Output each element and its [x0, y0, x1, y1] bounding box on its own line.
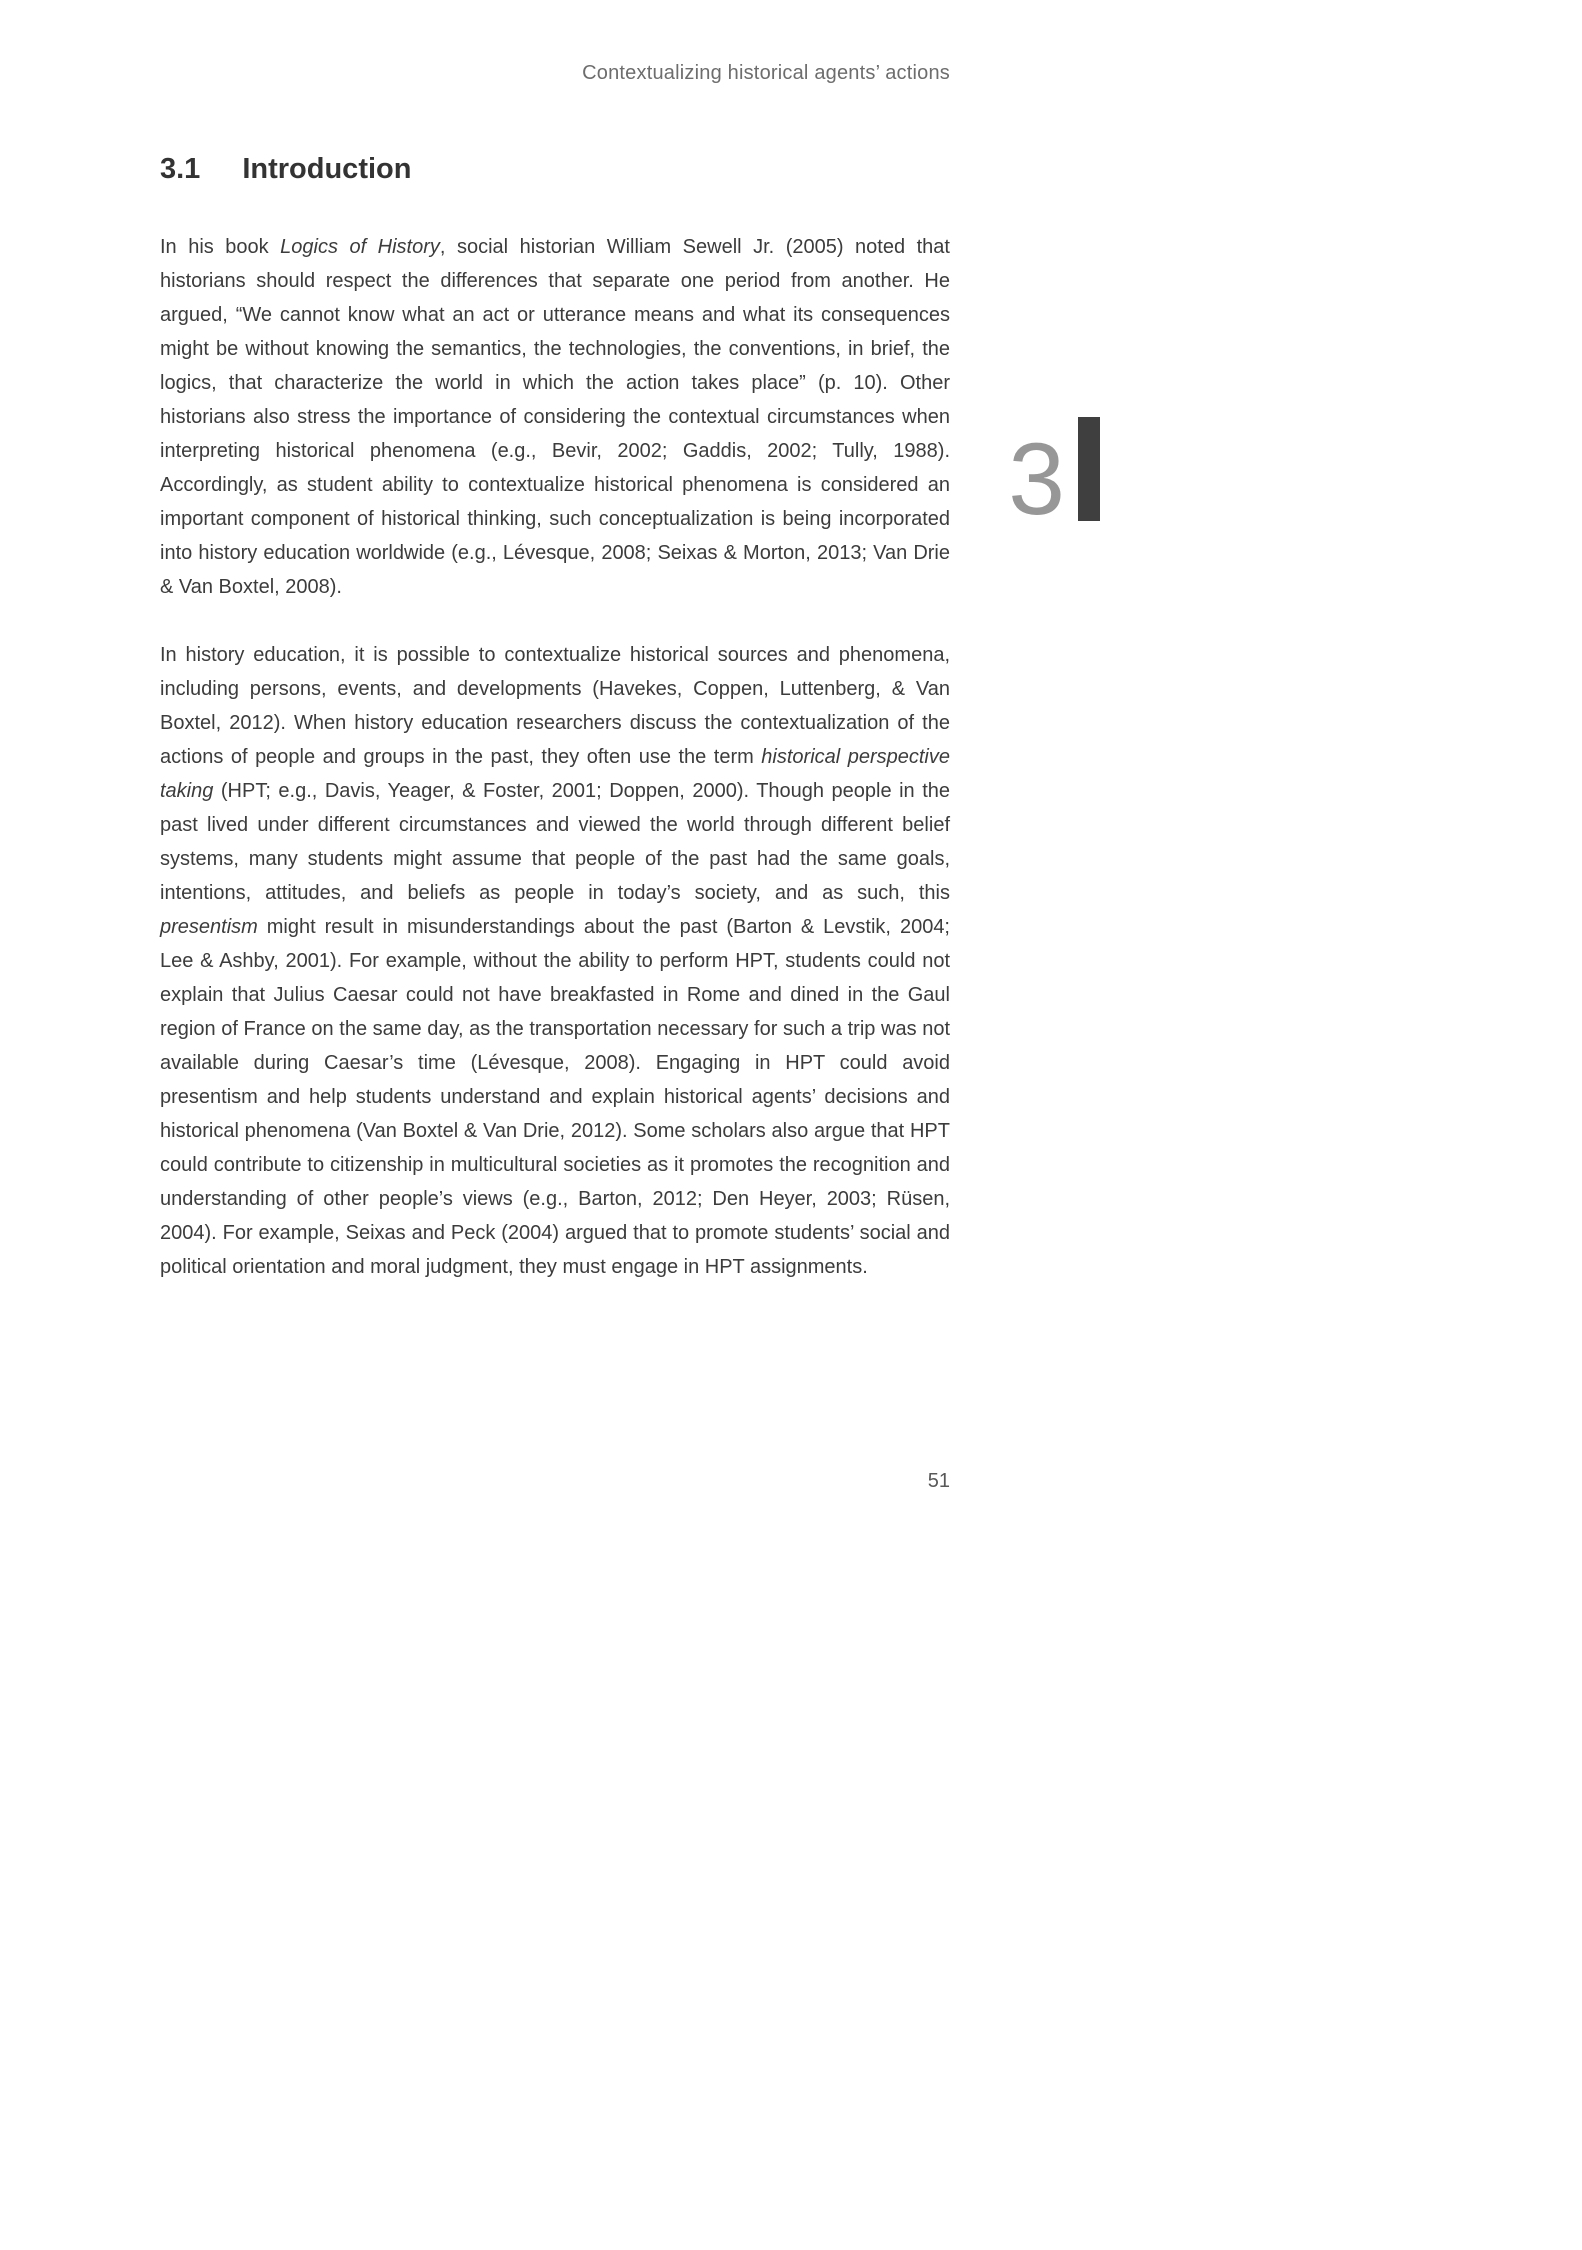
text-run: , social historian William Sewell Jr. (2005) noted that historians should respect the differences that separate one period from another. He argued, “We cannot know what an act or utterance means and what its consequences might be without knowing the semantics, the technologies, the conventions, in brief, the logics, that characterize the world in which the action takes place” (p. 10). Other historians also stress the importance of considering the contextual circumstances when interpreting historical phenomena (e.g., Bevir, 2002; Gaddis, 2002; Tully, 1988). Accordingly, as student ability to contextualize historical phenomena is considered an important component of historical thinking, such conceptualization is being incorporated into history education worldwide (e.g., Lévesque, 2008; Seixas & Morton, 2013; Van Drie & Van Boxtel, 2008).: [160, 236, 950, 598]
text-run: (HPT; e.g., Davis, Yeager, & Foster, 2001; Doppen, 2000). Though people in the past lived under different circumstances and viewed the world through different belief systems, many students might assume that people of the past had the same goals, intentions, attitudes, and beliefs as people in today’s society, and as such, this: [160, 780, 950, 904]
text-run: presentism: [160, 916, 258, 938]
paragraph: [160, 638, 950, 1284]
running-header: Contextualizing historical agents’ actions: [582, 62, 950, 84]
paragraph: [160, 230, 950, 604]
section-number: 3.1: [160, 153, 201, 185]
text-run: Logics of History: [280, 236, 440, 258]
chapter-tab-number: 3: [1008, 422, 1065, 536]
text-run: historical perspective taking: [160, 746, 950, 802]
page-number: 51: [927, 1470, 950, 1492]
text-run: In history education, it is possible to contextualize historical sources and phenomena, including persons, events, and developments (Havekes, Coppen, Luttenberg, & Van Boxtel, 2012). When history education researchers discuss the contextualization of the actions of people and groups in the past, they often use the term: [160, 644, 950, 768]
chapter-tab-bar: [1078, 417, 1100, 521]
text-run: might result in misunderstandings about the past (Barton & Levstik, 2004; Lee & Ashby, 2001). For example, without the ability to perform HPT, students could not explain that Julius Caesar could not have breakfasted in Rome and dined in the Gaul region of France on the same day, as the transportation necessary for such a trip was not available during Caesar’s time (Lévesque, 2008). Engaging in HPT could avoid presentism and help students understand and explain historical agents’ decisions and historical phenomena (Van Boxtel & Van Drie, 2012). Some scholars also argue that HPT could contribute to citizenship in multicultural societies as it promotes the recognition and understanding of other people’s views (e.g., Barton, 2012; Den Heyer, 2003; Rüsen, 2004). For example, Seixas and Peck (2004) argued that to promote students’ social and political orientation and moral judgment, they must engage in HPT assignments.: [160, 916, 950, 1278]
body-text: [160, 230, 950, 1318]
section-heading: [160, 153, 411, 186]
section-title: Introduction: [242, 153, 412, 185]
text-run: In his book: [160, 236, 281, 258]
